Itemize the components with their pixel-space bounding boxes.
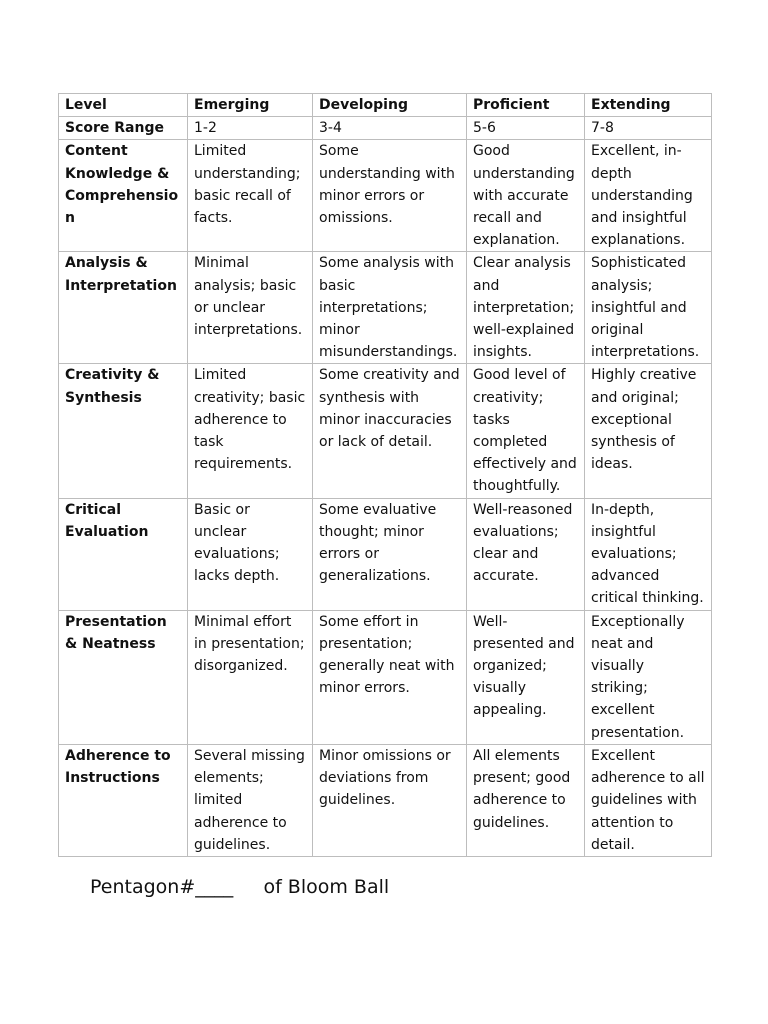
proficient-cell: Well-presented and organized; visually appealing. <box>467 610 585 744</box>
emerging-cell: Minimal analysis; basic or unclear interpretations. <box>188 252 313 364</box>
header-developing: Developing <box>313 94 467 117</box>
proficient-cell: Good understanding with accurate recall and explanation. <box>467 140 585 252</box>
developing-cell: Some effort in presentation; generally neat with minor errors. <box>313 610 467 744</box>
emerging-cell: Limited understanding; basic recall of facts. <box>188 140 313 252</box>
criterion-cell: Content Knowledge & Comprehension <box>59 140 188 252</box>
header-proficient: Proficient <box>467 94 585 117</box>
criterion-cell: Adherence to Instructions <box>59 744 188 856</box>
emerging-cell: Several missing elements; limited adherence to guidelines. <box>188 744 313 856</box>
developing-cell: Some analysis with basic interpretations; minor misunderstandings. <box>313 252 467 364</box>
score-proficient: 5-6 <box>467 117 585 140</box>
developing-cell: Some evaluative thought; minor errors or generalizations. <box>313 498 467 610</box>
developing-cell: Minor omissions or deviations from guidelines. <box>313 744 467 856</box>
emerging-cell: Minimal effort in presentation; disorganized. <box>188 610 313 744</box>
criterion-cell: Presentation & Neatness <box>59 610 188 744</box>
table-row <box>59 140 712 252</box>
extending-cell: Highly creative and original; exceptional synthesis of ideas. <box>585 364 712 498</box>
table-row <box>59 364 712 498</box>
header-extending: Extending <box>585 94 712 117</box>
table-row <box>59 744 712 856</box>
proficient-cell: Clear analysis and interpretation; well-explained insights. <box>467 252 585 364</box>
rubric-table <box>58 93 712 857</box>
pentagon-footer-text: Pentagon#____ of Bloom Ball <box>90 876 390 898</box>
emerging-cell: Limited creativity; basic adherence to task requirements. <box>188 364 313 498</box>
score-developing: 3-4 <box>313 117 467 140</box>
score-extending: 7-8 <box>585 117 712 140</box>
score-range-label: Score Range <box>59 117 188 140</box>
table-row <box>59 252 712 364</box>
proficient-cell: Good level of creativity; tasks completed effectively and thoughtfully. <box>467 364 585 498</box>
extending-cell: Exceptionally neat and visually striking; excellent presentation. <box>585 610 712 744</box>
criterion-cell: Analysis & Interpretation <box>59 252 188 364</box>
header-level: Level <box>59 94 188 117</box>
extending-cell: In-depth, insightful evaluations; advanced critical thinking. <box>585 498 712 610</box>
score-range-row <box>59 117 712 140</box>
extending-cell: Excellent, in-depth understanding and insightful explanations. <box>585 140 712 252</box>
score-emerging: 1-2 <box>188 117 313 140</box>
emerging-cell: Basic or unclear evaluations; lacks depth. <box>188 498 313 610</box>
criterion-cell: Critical Evaluation <box>59 498 188 610</box>
header-row <box>59 94 712 117</box>
header-emerging: Emerging <box>188 94 313 117</box>
developing-cell: Some understanding with minor errors or omissions. <box>313 140 467 252</box>
developing-cell: Some creativity and synthesis with minor inaccuracies or lack of detail. <box>313 364 467 498</box>
table-row <box>59 498 712 610</box>
extending-cell: Sophisticated analysis; insightful and original interpretations. <box>585 252 712 364</box>
proficient-cell: All elements present; good adherence to guidelines. <box>467 744 585 856</box>
extending-cell: Excellent adherence to all guidelines with attention to detail. <box>585 744 712 856</box>
criterion-cell: Creativity & Synthesis <box>59 364 188 498</box>
table-row <box>59 610 712 744</box>
proficient-cell: Well-reasoned evaluations; clear and accurate. <box>467 498 585 610</box>
